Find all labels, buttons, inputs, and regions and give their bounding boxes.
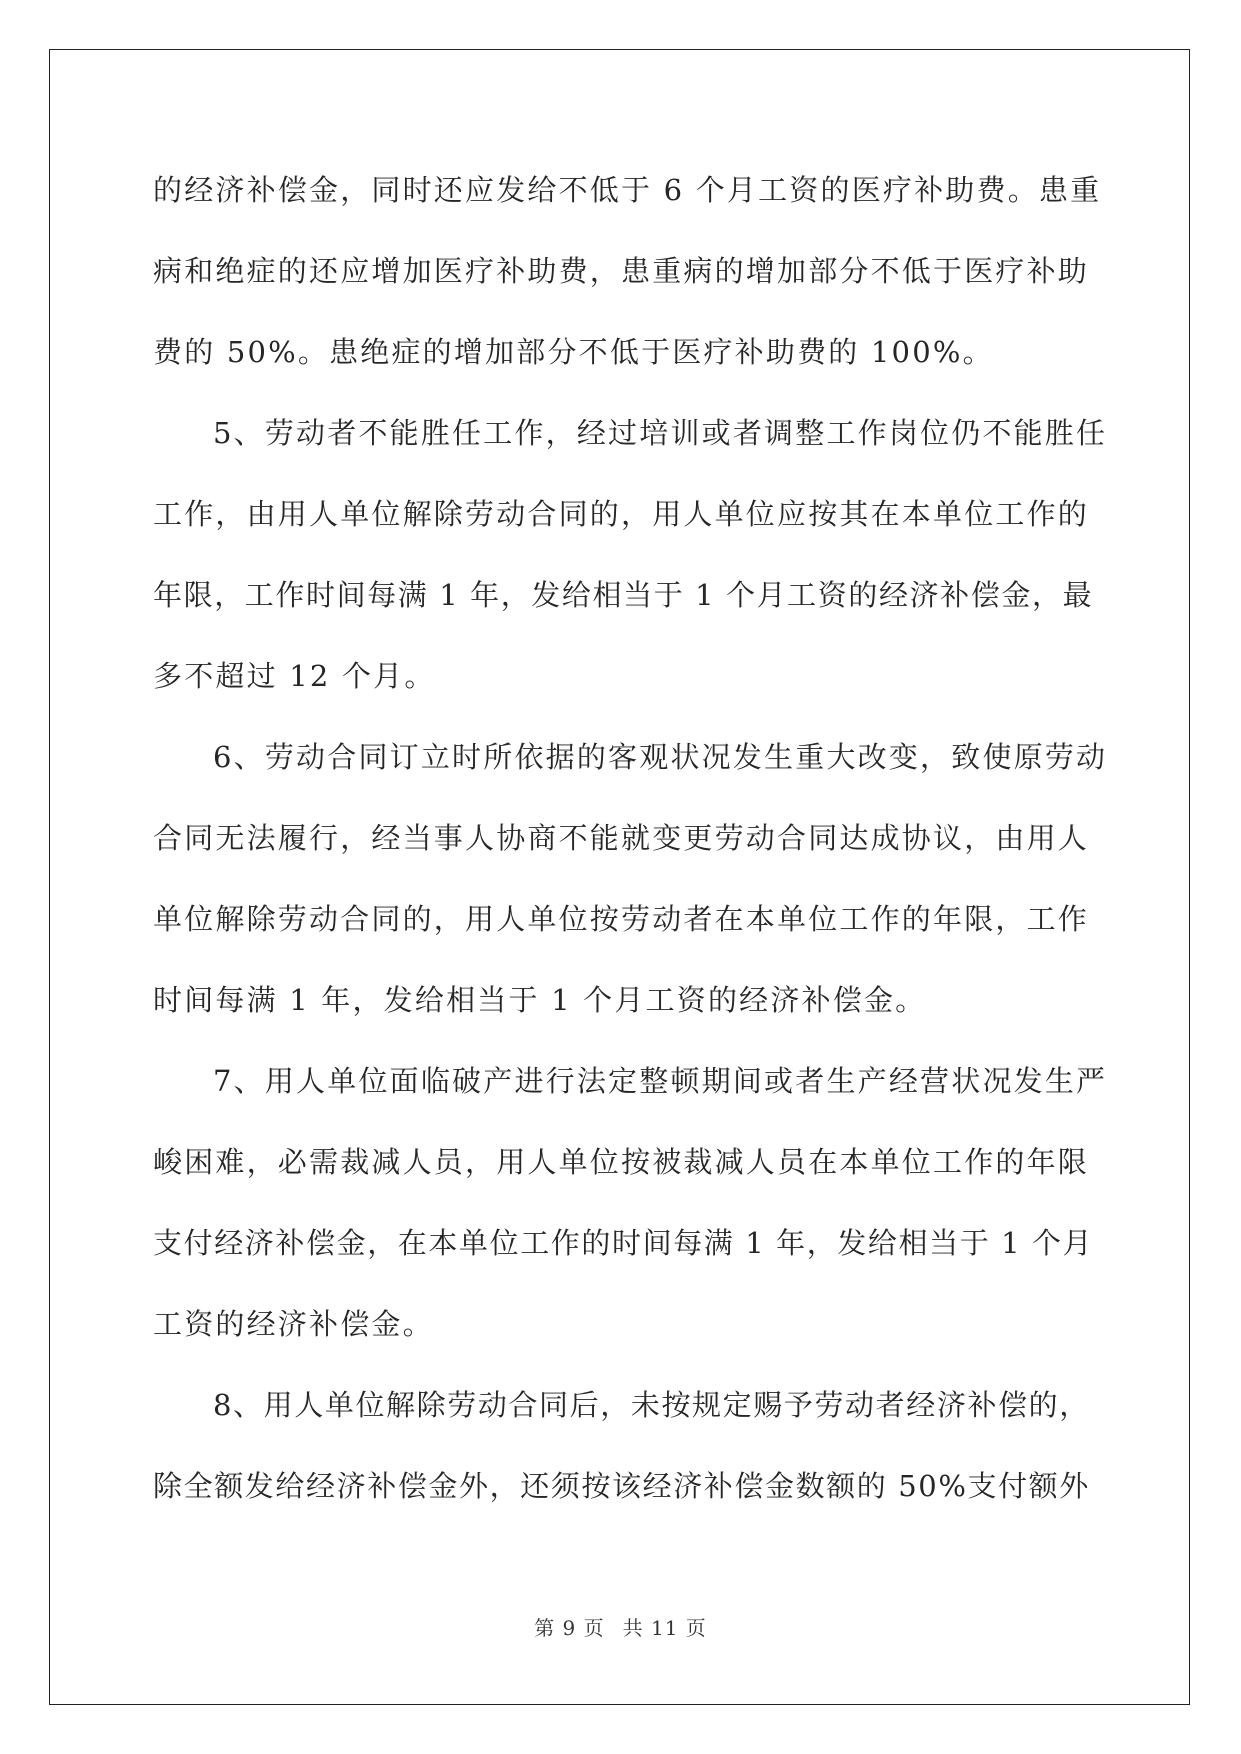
- page-number: 第 9 页: [534, 1616, 605, 1640]
- body-line: 病和绝症的还应增加医疗补助费，患重病的增加部分不低于医疗补助: [153, 254, 1090, 288]
- paragraph-start-5: 5、劳动者不能胜任工作，经过培训或者调整工作岗位仍不能胜任: [213, 416, 1108, 450]
- body-line: 峻困难，必需裁减人员，用人单位按被裁减人员在本单位工作的年限: [153, 1145, 1090, 1179]
- body-line: 单位解除劳动合同的，用人单位按劳动者在本单位工作的年限，工作: [153, 902, 1090, 936]
- body-line: 时间每满 1 年，发给相当于 1 个月工资的经济补偿金。: [153, 983, 927, 1017]
- body-line: 年限，工作时间每满 1 年，发给相当于 1 个月工资的经济补偿金，最: [153, 578, 1094, 612]
- paragraph-start-8: 8、用人单位解除劳动合同后，未按规定赐予劳动者经济补偿的，: [213, 1388, 1090, 1422]
- body-line: 合同无法履行，经当事人协商不能就变更劳动合同达成协议，由用人: [153, 821, 1090, 855]
- body-line: 工作，由用人单位解除劳动合同的，用人单位应按其在本单位工作的: [153, 497, 1090, 531]
- body-line: 除全额发给经济补偿金外，还须按该经济补偿金数额的 50%支付额外: [153, 1469, 1090, 1503]
- document-body: [153, 150, 1108, 1527]
- body-line: 工资的经济补偿金。: [153, 1307, 434, 1341]
- body-line: 支付经济补偿金，在本单位工作的时间每满 1 年，发给相当于 1 个月: [153, 1226, 1094, 1260]
- paragraph-start-7: 7、用人单位面临破产进行法定整顿期间或者生产经营状况发生严: [213, 1064, 1108, 1098]
- body-line: 的经济补偿金，同时还应发给不低于 6 个月工资的医疗补助费。患重: [153, 173, 1102, 207]
- body-line: 费的 50%。患绝症的增加部分不低于医疗补助费的 100%。: [153, 335, 994, 369]
- body-line: 多不超过 12 个月。: [153, 659, 436, 693]
- paragraph-start-6: 6、劳动合同订立时所依据的客观状况发生重大改变，致使原劳动: [213, 740, 1108, 774]
- page-total: 共 11 页: [622, 1616, 707, 1640]
- page-footer: [0, 1612, 1241, 1641]
